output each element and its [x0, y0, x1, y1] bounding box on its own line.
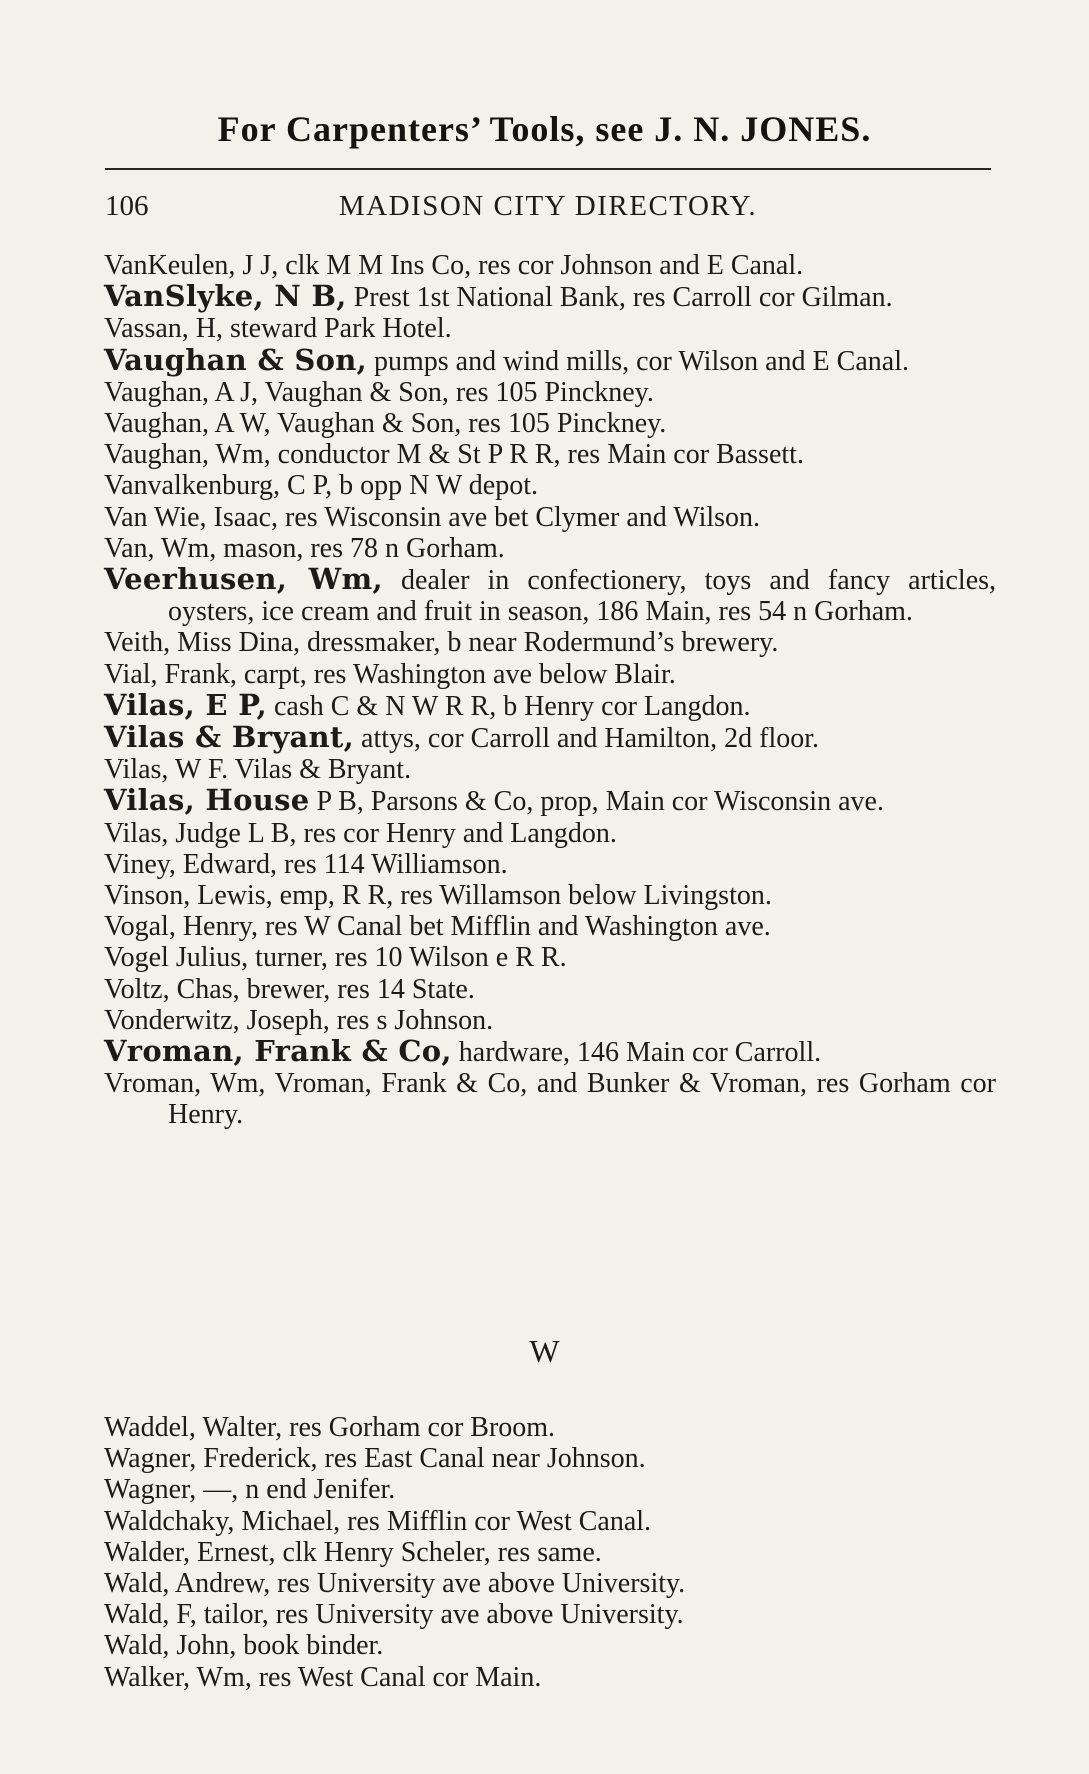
- entry-text: Vonderwitz, Joseph, res s Johnson.: [104, 1004, 494, 1036]
- entry-name: Vilas & Bryant,: [104, 720, 355, 755]
- entry-text: Vial, Frank, carpt, res Washington ave below Blair.: [104, 658, 676, 690]
- directory-entry: [104, 1068, 996, 1130]
- directory-entry: [104, 974, 996, 1005]
- directory-entry: [104, 785, 996, 817]
- directory-entry: [104, 880, 996, 911]
- directory-entry: [104, 377, 996, 408]
- directory-entry: [104, 439, 996, 470]
- entry-text: VanKeulen, J J, clk M M Ins Co, res cor Johnson and E Canal.: [104, 250, 804, 281]
- entry-text: Walder, Ernest, clk Henry Scheler, res same.: [104, 1536, 602, 1568]
- entry-name: Vilas, E P,: [104, 687, 267, 722]
- entry-text: Wagner, Frederick, res East Canal near Johnson.: [104, 1443, 646, 1475]
- directory-entry: [104, 722, 996, 754]
- entry-text: Wald, F, tailor, res University ave above University.: [104, 1599, 684, 1631]
- entry-text: Vassan, H, steward Park Hotel.: [104, 313, 452, 345]
- advertisement-banner: For Carpenters’ Tools, see J. N. JONES.: [217, 109, 872, 149]
- entry-name: Vaughan & Son,: [104, 342, 367, 377]
- directory-entry: [104, 1599, 996, 1630]
- directory-entry: [104, 470, 996, 501]
- entry-text: Veith, Miss Dina, dressmaker, b near Rodermund’s brewery.: [104, 627, 779, 659]
- entry-text: Viney, Edward, res 114 Williamson.: [104, 848, 508, 880]
- directory-entry: [104, 502, 996, 533]
- entry-text: Waldchaky, Michael, res Mifflin cor West Canal.: [104, 1505, 652, 1537]
- entry-name: Vroman, Frank & Co,: [104, 1034, 452, 1069]
- directory-entry: [104, 1036, 996, 1068]
- directory-entry: [104, 342, 996, 377]
- entry-text: pumps and wind mills, cor Wilson and E Canal.: [374, 345, 909, 377]
- entry-name: Veerhusen, Wm,: [104, 562, 383, 597]
- directory-entry: [104, 754, 996, 785]
- entry-text: P B, Parsons & Co, prop, Main cor Wisconsin ave.: [316, 786, 884, 818]
- directory-entry: [104, 1537, 996, 1568]
- running-head: [105, 190, 991, 230]
- directory-entry: [104, 1443, 996, 1474]
- directory-entry: [104, 659, 996, 690]
- directory-entry: [104, 408, 996, 439]
- directory-entry: [104, 849, 996, 880]
- entry-text: Vaughan, A W, Vaughan & Son, res 105 Pinckney.: [104, 408, 667, 440]
- entry-text: Vinson, Lewis, emp, R R, res Willamson below Livingston.: [104, 880, 772, 912]
- entry-text: Vanvalkenburg, C P, b opp N W depot.: [104, 470, 538, 502]
- page-number: 106: [105, 190, 149, 222]
- directory-entry: [104, 281, 996, 313]
- entry-text: Vogal, Henry, res W Canal bet Mifflin and Washington ave.: [104, 911, 771, 943]
- entry-text: Walker, Wm, res West Canal cor Main.: [104, 1661, 542, 1693]
- directory-entry: [104, 1662, 996, 1693]
- entry-text: cash C & N W R R, b Henry cor Langdon.: [274, 690, 751, 722]
- entry-name: VanSlyke, N B,: [104, 279, 347, 314]
- entry-text: hardware, 146 Main cor Carroll.: [458, 1037, 822, 1069]
- entry-name: Vilas, House: [104, 783, 310, 818]
- entry-text: Vogel Julius, turner, res 10 Wilson e R R.: [104, 942, 567, 974]
- entry-text: Vaughan, Wm, conductor M & St P R R, res Main cor Bassett.: [104, 439, 804, 471]
- directory-entry: [104, 1005, 996, 1036]
- entry-text: Van Wie, Isaac, res Wisconsin ave bet Clymer and Wilson.: [104, 501, 761, 533]
- entry-text: Vilas, W F. Vilas & Bryant.: [104, 754, 412, 786]
- directory-entry: [104, 564, 996, 627]
- directory-entry: [104, 1474, 996, 1505]
- entry-text: Vilas, Judge L B, res cor Henry and Langdon.: [104, 817, 617, 849]
- directory-entry: [104, 627, 996, 658]
- directory-entry: [104, 911, 996, 942]
- entry-text: Vroman, Wm, Vroman, Frank & Co, and Bunker & Vroman, res Gorham cor Henry.: [104, 1068, 996, 1131]
- entry-text: Wald, John, book binder.: [104, 1630, 384, 1662]
- entries-list-w: [104, 1412, 996, 1693]
- directory-entry: [104, 1412, 996, 1443]
- directory-entry: [104, 250, 996, 281]
- entry-text: Vaughan, A J, Vaughan & Son, res 105 Pinckney.: [104, 376, 654, 408]
- directory-entry: [104, 1568, 996, 1599]
- entry-text: dealer in confectionery, toys and fancy articles, oysters, ice cream and fruit in season, 186 Main, res 54 n Gorham.: [168, 565, 997, 628]
- directory-entry: [104, 1506, 996, 1537]
- entry-text: Waddel, Walter, res Gorham cor Broom.: [104, 1412, 556, 1443]
- entry-text: Prest 1st National Bank, res Carroll cor Gilman.: [353, 282, 893, 314]
- directory-entry: [104, 533, 996, 564]
- section-letter-w: W: [529, 1333, 560, 1369]
- entry-text: Wald, Andrew, res University ave above University.: [104, 1568, 686, 1600]
- directory-entry: [104, 942, 996, 973]
- entry-text: Wagner, —, n end Jenifer.: [104, 1474, 396, 1506]
- entry-text: Voltz, Chas, brewer, res 14 State.: [104, 973, 475, 1005]
- page-title: MADISON CITY DIRECTORY.: [338, 190, 758, 222]
- directory-entry: [104, 1630, 996, 1661]
- directory-entry: [104, 687, 996, 722]
- directory-entry: [104, 818, 996, 849]
- header-rule: [105, 168, 991, 170]
- entry-text: Van, Wm, mason, res 78 n Gorham.: [104, 532, 505, 564]
- entry-text: attys, cor Carroll and Hamilton, 2d floor.: [361, 723, 820, 755]
- directory-entry: [104, 313, 996, 344]
- entries-list-v: [104, 250, 996, 1131]
